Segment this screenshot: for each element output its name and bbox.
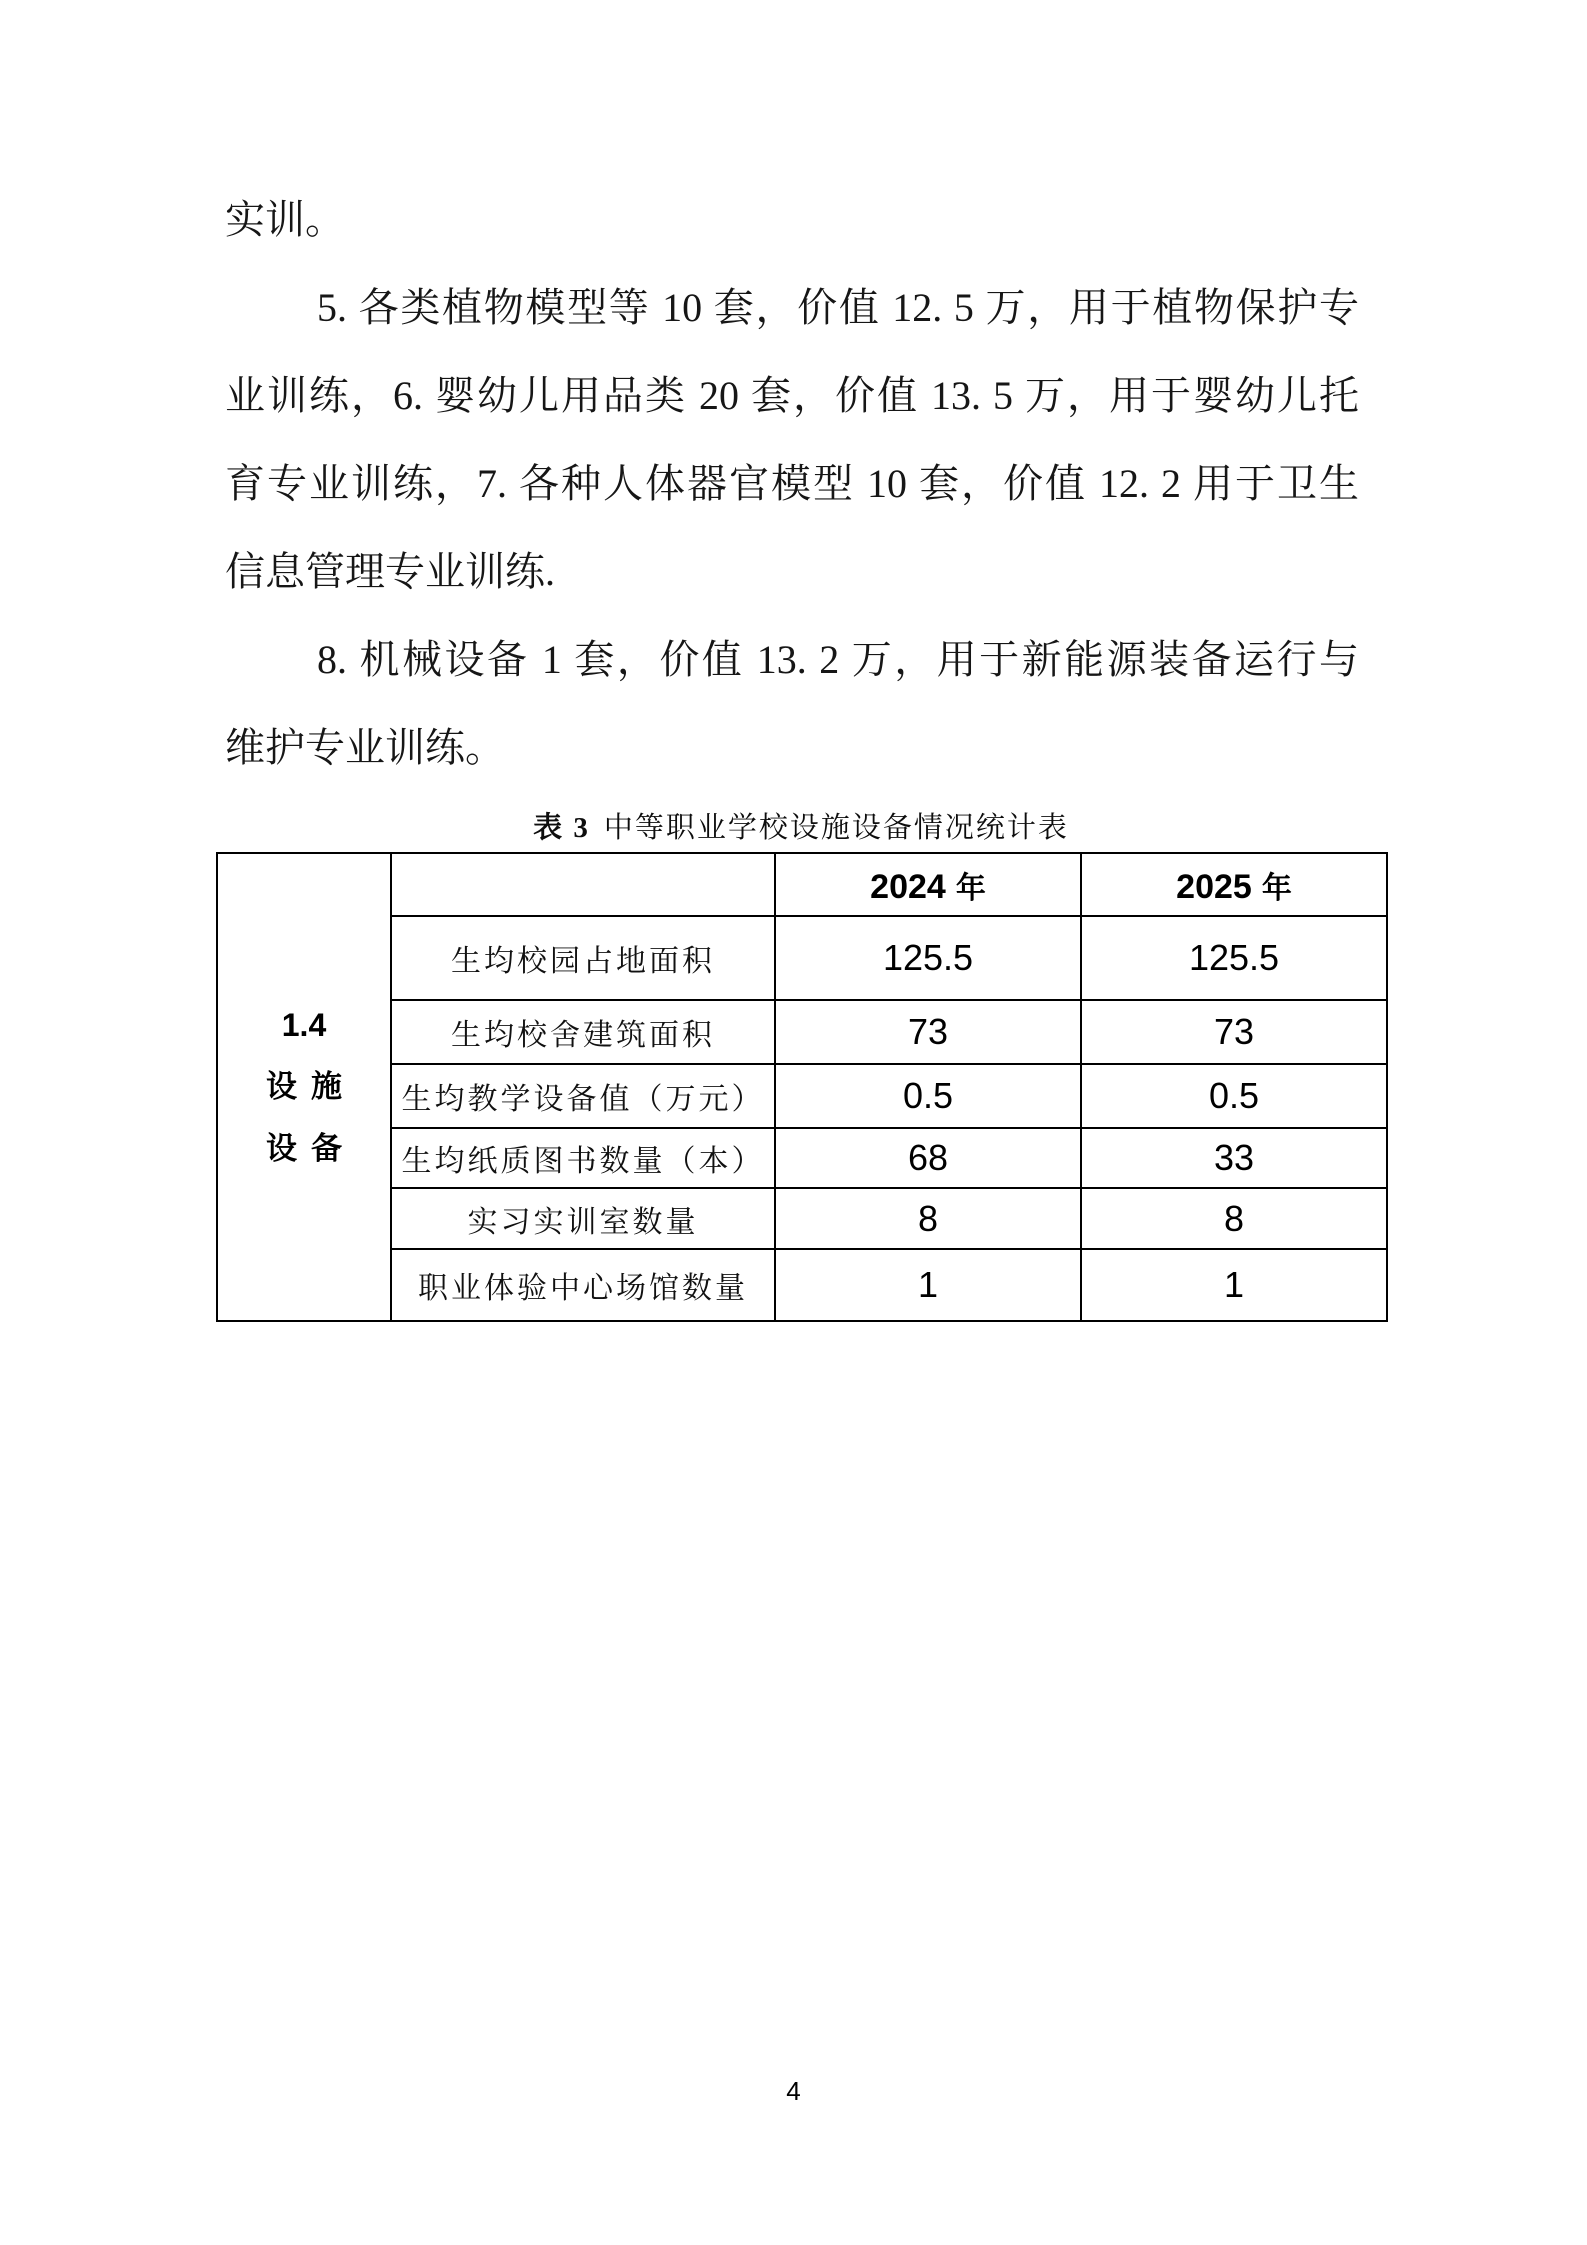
row-label: 实习实训室数量 xyxy=(391,1188,775,1249)
table-header-row xyxy=(217,853,1387,916)
year-2025-suffix: 年 xyxy=(1261,871,1292,905)
body-line-4: 育专业训练，7. 各种人体器官模型 10 套，价值 12. 2 用于卫生 xyxy=(225,461,1359,506)
table-row xyxy=(217,1000,1387,1064)
header-empty-cell xyxy=(391,853,775,916)
value-2024: 0.5 xyxy=(775,1064,1081,1128)
value-2024: 68 xyxy=(775,1128,1081,1188)
year-2024-suffix: 年 xyxy=(955,871,986,905)
table-caption-title: 中等职业学校设施设备情况统计表 xyxy=(603,812,1069,844)
table-row xyxy=(217,1128,1387,1188)
page-number: 4 xyxy=(786,2076,801,2106)
body-line-3: 业训练，6. 婴幼儿用品类 20 套，价值 13. 5 万，用于婴幼儿托 xyxy=(225,373,1359,418)
value-2024: 125.5 xyxy=(775,916,1081,1000)
value-2024: 73 xyxy=(775,1000,1081,1064)
value-2025: 33 xyxy=(1081,1128,1387,1188)
table-row xyxy=(217,1188,1387,1249)
year-2024-number: 2024 xyxy=(870,867,946,906)
body-line-7: 维护专业训练。 xyxy=(225,725,505,770)
row-label: 生均教学设备值（万元） xyxy=(391,1064,775,1128)
value-2024: 8 xyxy=(775,1188,1081,1249)
table-row xyxy=(217,1064,1387,1128)
table-caption-number: 表 3 xyxy=(533,812,590,844)
section-number: 1.4 xyxy=(281,1007,327,1043)
row-label: 生均纸质图书数量（本） xyxy=(391,1128,775,1188)
year-2025-number: 2025 xyxy=(1176,867,1252,906)
value-2025: 125.5 xyxy=(1081,916,1387,1000)
body-line-1: 实训。 xyxy=(225,197,345,242)
header-year-2024 xyxy=(775,853,1081,916)
value-2025: 1 xyxy=(1081,1249,1387,1321)
value-2025: 73 xyxy=(1081,1000,1387,1064)
value-2025: 8 xyxy=(1081,1188,1387,1249)
section-label-line-1: 设施 xyxy=(266,1069,356,1104)
row-label: 生均校舍建筑面积 xyxy=(391,1000,775,1064)
header-year-2025 xyxy=(1081,853,1387,916)
row-label: 职业体验中心场馆数量 xyxy=(391,1249,775,1321)
row-label: 生均校园占地面积 xyxy=(391,916,775,1000)
table-row xyxy=(217,1249,1387,1321)
body-line-5: 信息管理专业训练. xyxy=(225,549,555,594)
section-label-line-2: 设备 xyxy=(266,1131,356,1166)
table-row xyxy=(217,916,1387,1000)
value-2024: 1 xyxy=(775,1249,1081,1321)
facilities-stats-table xyxy=(216,852,1388,1322)
section-cell-1-4-facilities xyxy=(217,853,391,1321)
body-line-6: 8. 机械设备 1 套，价值 13. 2 万，用于新能源装备运行与 xyxy=(317,637,1359,682)
body-line-2: 5. 各类植物模型等 10 套，价值 12. 5 万，用于植物保护专 xyxy=(317,285,1359,330)
table-caption xyxy=(216,808,1386,848)
body-text-block xyxy=(225,176,1359,792)
value-2025: 0.5 xyxy=(1081,1064,1387,1128)
